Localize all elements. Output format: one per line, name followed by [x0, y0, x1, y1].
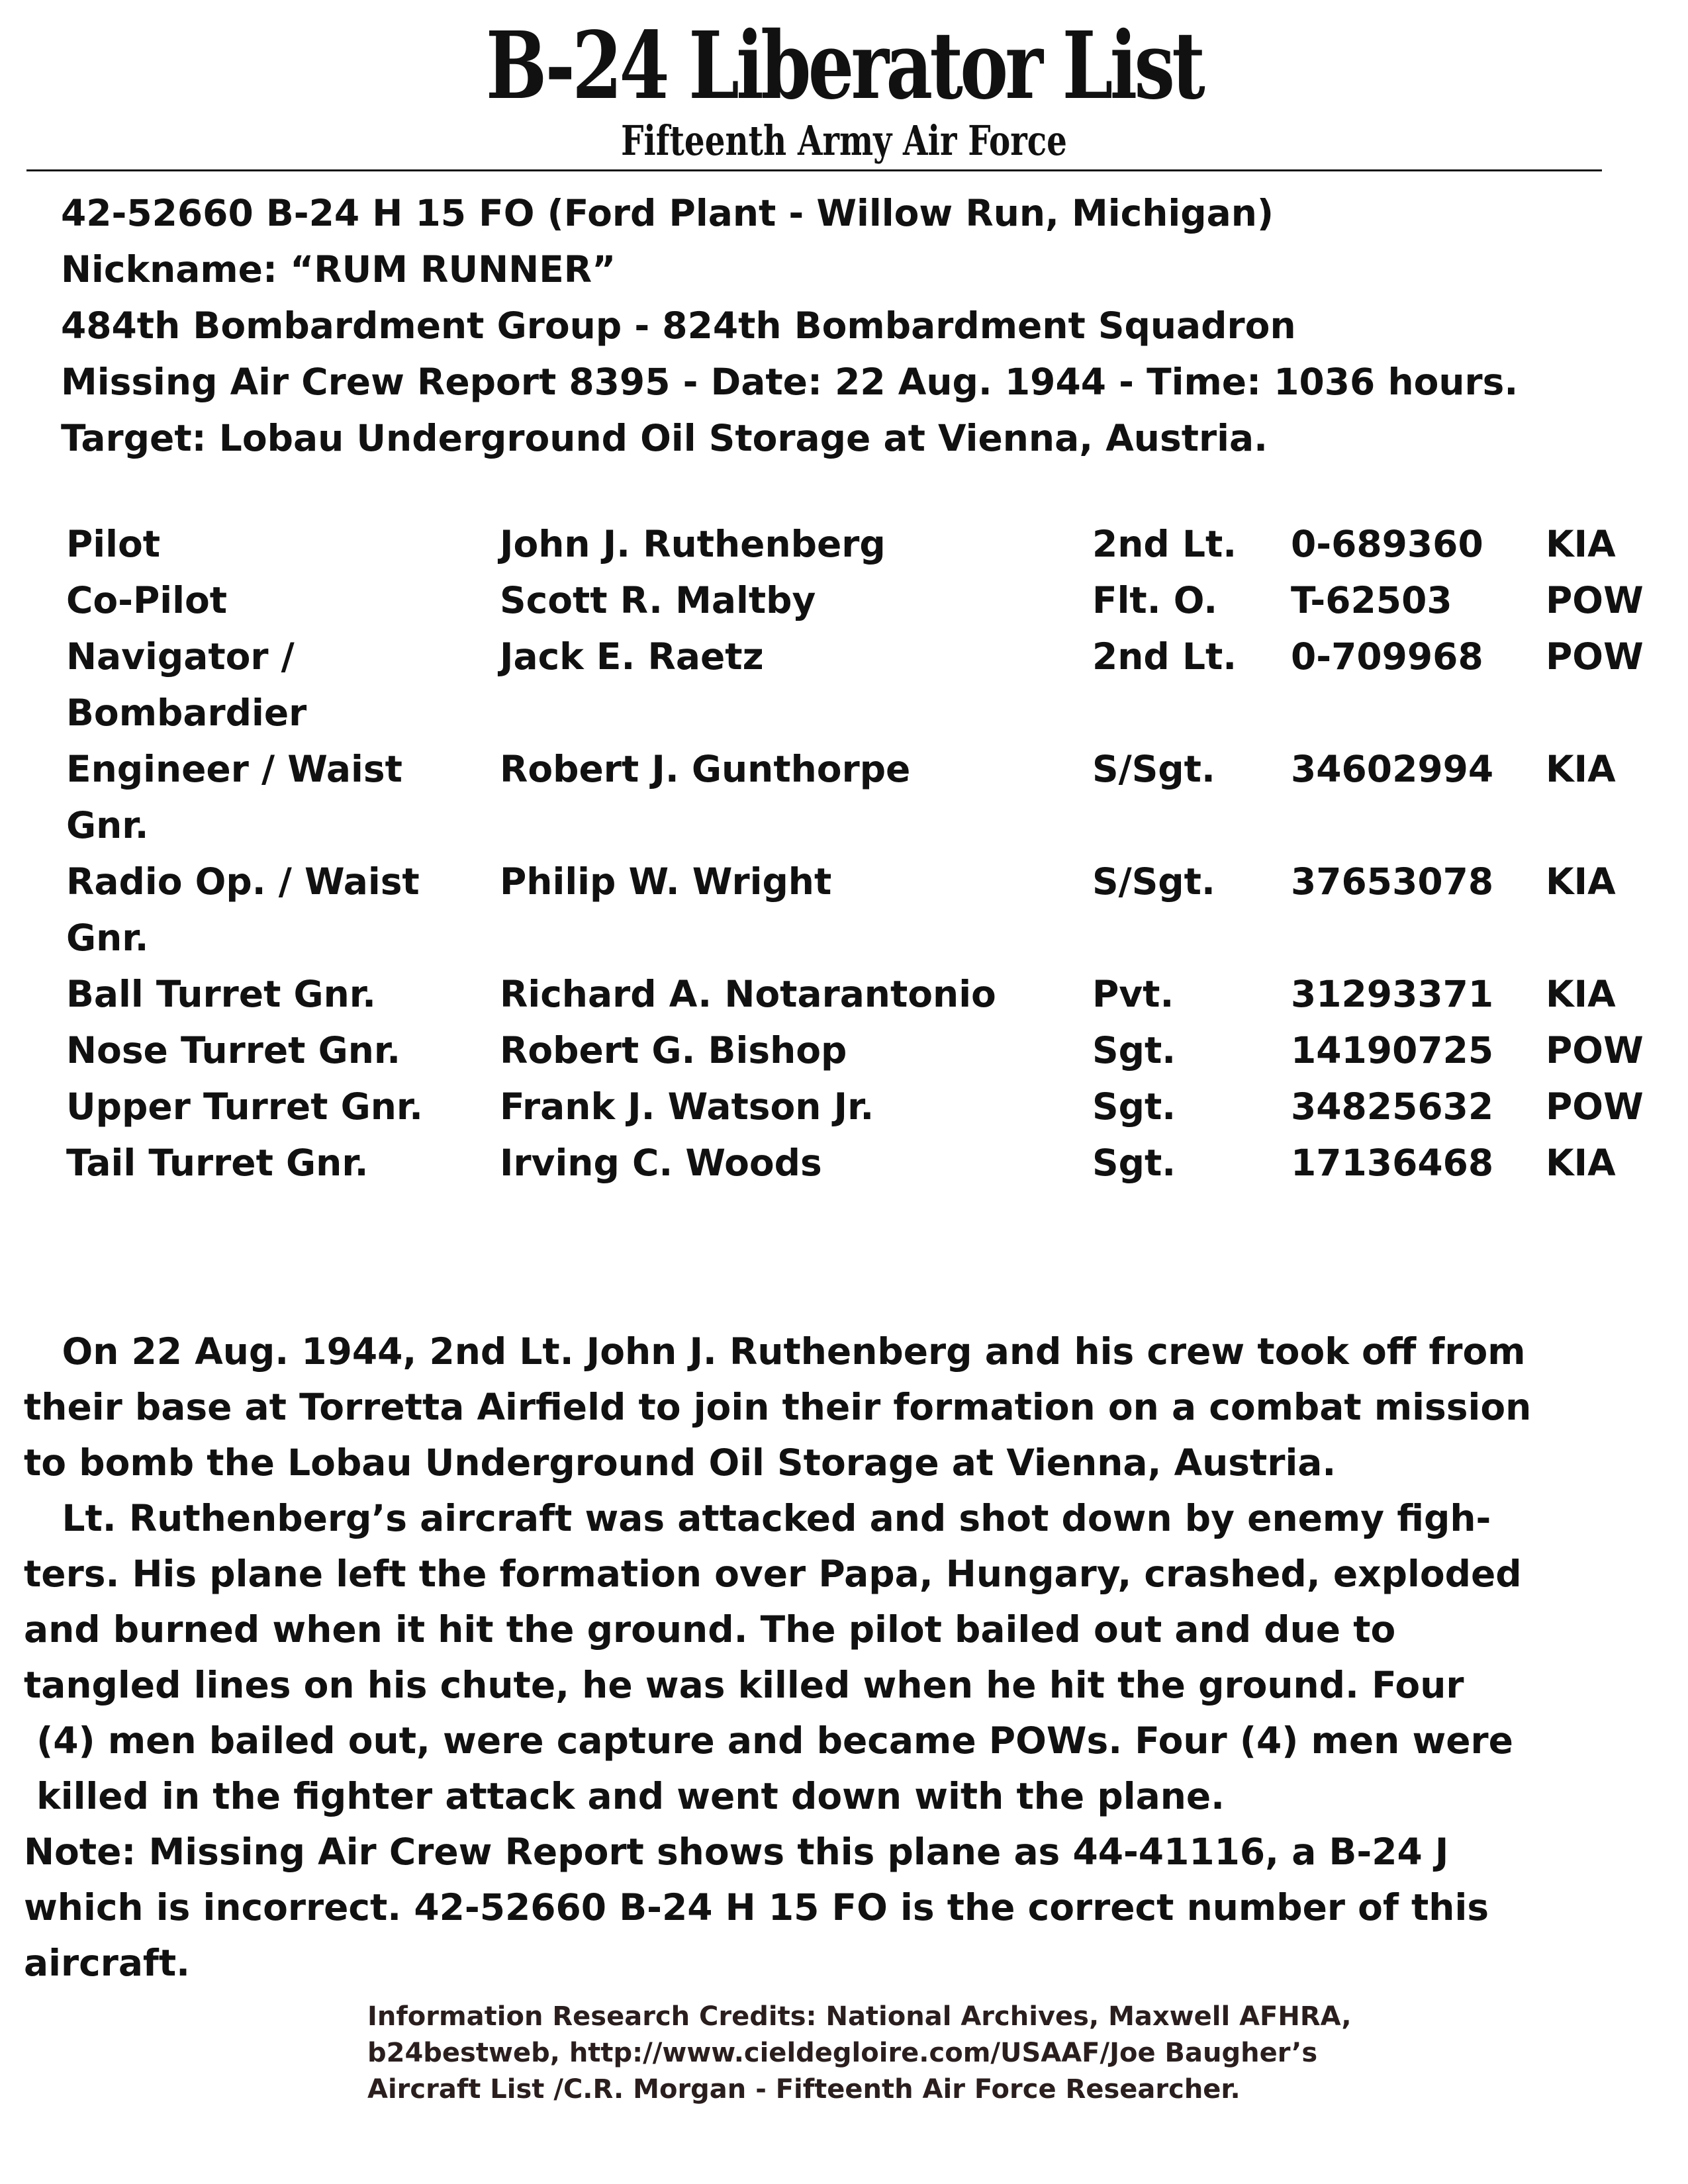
title-divider	[26, 169, 1602, 171]
crew-status: KIA	[1546, 748, 1616, 790]
crew-status: POW	[1546, 579, 1644, 621]
crew-rank: Pvt.	[1092, 973, 1174, 1015]
crew-name: Richard A. Notarantonio	[500, 973, 996, 1015]
page-title: B-24 Liberator List	[485, 12, 1203, 120]
crew-row	[66, 572, 1655, 629]
crew-position: Pilot	[66, 523, 161, 565]
crew-status: KIA	[1546, 973, 1616, 1015]
narrative-line: On 22 Aug. 1944, 2nd Lt. John J. Ruthenberg and his crew took off from	[24, 1330, 1526, 1373]
crew-row	[66, 1023, 1655, 1079]
credits-line: Aircraft List /C.R. Morgan - Fifteenth Air Force Researcher.	[367, 2074, 1241, 2105]
crew-rank: S/Sgt.	[1092, 860, 1215, 903]
crew-rank: Sgt.	[1092, 1142, 1176, 1184]
aircraft-serial-line: 42-52660 B-24 H 15 FO (Ford Plant - Willow Run, Michigan)	[61, 192, 1274, 234]
crew-serial: 0-709968	[1291, 635, 1483, 678]
crew-status: POW	[1546, 1029, 1644, 1071]
aircraft-nickname: Nickname: “RUM RUNNER”	[61, 248, 616, 291]
crew-serial: 31293371	[1291, 973, 1494, 1015]
crew-rank: Sgt.	[1092, 1029, 1176, 1071]
crew-rank: S/Sgt.	[1092, 748, 1215, 790]
crew-position: Co-Pilot	[66, 579, 228, 621]
narrative-line: (4) men bailed out, were capture and became POWs. Four (4) men were	[24, 1719, 1513, 1762]
crew-serial: 17136468	[1291, 1142, 1494, 1184]
crew-position: Ball Turret Gnr.	[66, 973, 376, 1015]
crew-position: Engineer / Waist Gnr.	[66, 748, 402, 846]
crew-name: John J. Ruthenberg	[500, 523, 886, 565]
crew-serial: 0-689360	[1291, 523, 1483, 565]
crew-name: Irving C. Woods	[500, 1142, 822, 1184]
crew-row	[66, 854, 1655, 966]
crew-position: Nose Turret Gnr.	[66, 1029, 401, 1071]
aircraft-info	[61, 185, 1650, 467]
crew-status: KIA	[1546, 860, 1616, 903]
aircraft-unit: 484th Bombardment Group - 824th Bombardment Squadron	[61, 304, 1296, 347]
narrative-line: ters. His plane left the formation over Papa, Hungary, crashed, exploded	[24, 1553, 1522, 1595]
crew-position: Radio Op. / Waist Gnr.	[66, 860, 420, 959]
crew-position: Tail Turret Gnr.	[66, 1142, 369, 1184]
crew-name: Robert J. Gunthorpe	[500, 748, 911, 790]
page-subtitle: Fifteenth Army Air Force	[621, 116, 1067, 165]
narrative-line: killed in the fighter attack and went down with the plane.	[24, 1775, 1225, 1817]
narrative-text	[24, 1324, 1679, 1991]
crew-status: POW	[1546, 635, 1644, 678]
research-credits	[367, 1999, 1493, 2108]
narrative-line: Lt. Ruthenberg’s aircraft was attacked and shot down by enemy figh-	[24, 1497, 1491, 1539]
crew-position: Navigator / Bombardier	[66, 635, 307, 734]
crew-row	[66, 1079, 1655, 1135]
aircraft-macr: Missing Air Crew Report 8395 - Date: 22 Aug. 1944 - Time: 1036 hours.	[61, 361, 1519, 403]
crew-serial: 14190725	[1291, 1029, 1494, 1071]
aircraft-target: Target: Lobau Underground Oil Storage at Vienna, Austria.	[61, 417, 1268, 459]
crew-serial: 37653078	[1291, 860, 1494, 903]
crew-name: Frank J. Watson Jr.	[500, 1085, 874, 1128]
crew-name: Jack E. Raetz	[500, 635, 764, 678]
crew-row	[66, 629, 1655, 741]
crew-rank: 2nd Lt.	[1092, 523, 1237, 565]
crew-rank: Flt. O.	[1092, 579, 1218, 621]
crew-status: POW	[1546, 1085, 1644, 1128]
crew-name: Philip W. Wright	[500, 860, 832, 903]
narrative-line: their base at Torretta Airfield to join their formation on a combat mission	[24, 1386, 1532, 1428]
crew-row	[66, 966, 1655, 1023]
credits-line: Information Research Credits: National Archives, Maxwell AFHRA,	[367, 2001, 1352, 2032]
crew-serial: 34602994	[1291, 748, 1494, 790]
crew-name: Scott R. Maltby	[500, 579, 816, 621]
crew-rank: 2nd Lt.	[1092, 635, 1237, 678]
narrative-line: which is incorrect. 42-52660 B-24 H 15 FO is the correct number of this	[24, 1886, 1489, 1929]
narrative-line: Note: Missing Air Crew Report shows this plane as 44-41116, a B-24 J	[24, 1831, 1449, 1873]
crew-status: KIA	[1546, 1142, 1616, 1184]
crew-list	[66, 516, 1655, 1191]
narrative-line: aircraft.	[24, 1942, 191, 1984]
crew-row	[66, 741, 1655, 854]
crew-name: Robert G. Bishop	[500, 1029, 847, 1071]
crew-row	[66, 516, 1655, 572]
crew-serial: 34825632	[1291, 1085, 1494, 1128]
narrative-line: and burned when it hit the ground. The pilot bailed out and due to	[24, 1608, 1396, 1651]
crew-row	[66, 1135, 1655, 1191]
crew-position: Upper Turret Gnr.	[66, 1085, 424, 1128]
crew-rank: Sgt.	[1092, 1085, 1176, 1128]
credits-line: b24bestweb, http://www.cieldegloire.com/USAAF/Joe Baugher’s	[367, 2038, 1318, 2068]
crew-serial: T-62503	[1291, 579, 1452, 621]
narrative-line: tangled lines on his chute, he was killed when he hit the ground. Four	[24, 1664, 1464, 1706]
crew-status: KIA	[1546, 523, 1616, 565]
narrative-line: to bomb the Lobau Underground Oil Storage at Vienna, Austria.	[24, 1441, 1336, 1484]
